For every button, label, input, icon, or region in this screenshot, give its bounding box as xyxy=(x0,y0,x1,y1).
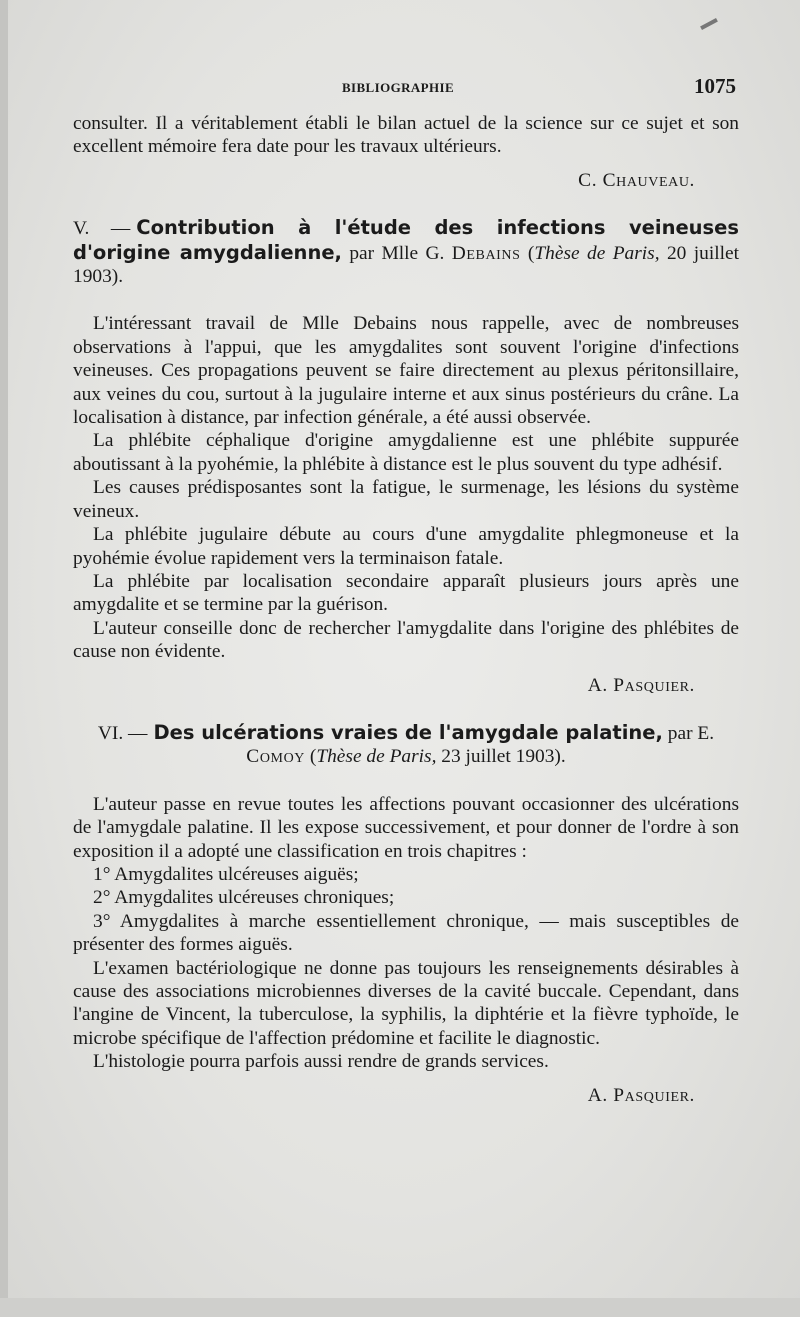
review-v-citation-open: ( xyxy=(527,242,535,264)
pencil-mark xyxy=(700,18,718,30)
review-vi-heading xyxy=(73,721,739,769)
review-vi-author: Comoy xyxy=(246,746,305,768)
review-v-title: Contribution à l'étude des infections veineuses d'origine amygdalienne, xyxy=(73,216,739,264)
running-title: BIBLIOGRAPHIE xyxy=(341,80,455,95)
review-vi-citation-open: ( xyxy=(309,746,317,768)
review-v-paragraph: La phlébite céphalique d'origine amygdalienne est une phlébite suppurée aboutissant à la pyohémie, la phlébite à distance est le plus souvent du type adhésif. xyxy=(73,430,739,475)
page-number: 1075 xyxy=(694,74,736,98)
review-vi-paragraph: L'examen bactériologique ne donne pas toujours les renseignements désirables à cause des associations microbiennes diverses de la cavité buccale. Cependant, dans l'angine de Vincent, la tuberculose, la syphilis, la diphtérie et la fièvre typhoïde, le microbe spécifique de l'affection prédomine et facilite le diagnostic. xyxy=(73,957,739,1049)
review-vi-citation-date: 23 juillet 1903). xyxy=(441,746,566,768)
page-body xyxy=(73,112,739,1107)
review-vi-list-item: 1° Amygdalites ulcéreuses aiguës; xyxy=(93,863,359,885)
review-v-signature: A. Pasquier. xyxy=(587,674,695,696)
review-vi-numeral: VI. — xyxy=(97,722,148,744)
review-vi-list-item: 2° Amygdalites ulcéreuses chroniques; xyxy=(93,887,395,909)
review-v-paragraph: L'intéressant travail de Mlle Debains nous rappelle, avec de nombreuses observations à l'appui, que les amygdalites sont souvent l'origine d'infections veineuses. Ces propagations peuvent se faire directement au plexus péritonsillaire, aux veines du cou, surtout à la jugulaire interne et aux sinus postérieurs du crâne. La localisation à distance, par infection générale, a été aussi observée. xyxy=(73,313,739,429)
review-vi-citation-journal: Thèse de Paris, xyxy=(316,746,437,768)
scan-shadow-bottom xyxy=(0,1298,800,1317)
scan-shadow-left xyxy=(0,0,8,1317)
review-vi-signature: A. Pasquier. xyxy=(587,1084,695,1106)
review-v-numeral: V. — xyxy=(73,218,131,240)
running-head xyxy=(60,74,736,102)
review-iv-signature: C. Chauveau. xyxy=(578,169,695,191)
review-v-citation-journal: Thèse de Paris, xyxy=(534,242,660,264)
review-vi-paragraph: L'histologie pourra parfois aussi rendre de grands services. xyxy=(93,1051,549,1073)
review-vi-by: par E. xyxy=(667,722,715,744)
review-v-paragraph: L'auteur conseille donc de rechercher l'amygdalite dans l'origine des phlébites de cause non évidente. xyxy=(73,617,739,663)
review-v-by: par Mlle G. xyxy=(349,242,445,264)
review-v-heading xyxy=(73,216,739,288)
review-v-paragraph: La phlébite jugulaire débute au cours d'une amygdalite phlegmoneuse et la pyohémie évolue rapidement vers la terminaison fatale. xyxy=(73,524,739,569)
review-vi-intro: L'auteur passe en revue toutes les affections pouvant occasionner des ulcérations de l'amygdale palatine. Il les expose successivement, et pour donner de l'ordre à son exposition il a adopté une classification en trois chapitres : xyxy=(73,793,739,862)
review-v-citation-date: 20 juillet 1903). xyxy=(73,242,739,288)
review-v-paragraph: Les causes prédisposantes sont la fatigue, le surmenage, les lésions du système veineux. xyxy=(73,477,739,522)
review-iv-continuation: consulter. Il a véritablement établi le bilan actuel de la science sur ce sujet et son excellent mémoire fera date pour les travaux ultérieurs. xyxy=(73,113,739,158)
review-v-author: Debains xyxy=(451,242,521,264)
review-vi-list-item: 3° Amygdalites à marche essentiellement chronique, — mais susceptibles de présenter des formes aiguës. xyxy=(73,910,739,956)
review-vi-title: Des ulcérations vraies de l'amygdale palatine, xyxy=(153,720,663,744)
review-v-paragraph: La phlébite par localisation secondaire apparaît plusieurs jours après une amygdalite et se termine par la guérison. xyxy=(73,570,739,616)
